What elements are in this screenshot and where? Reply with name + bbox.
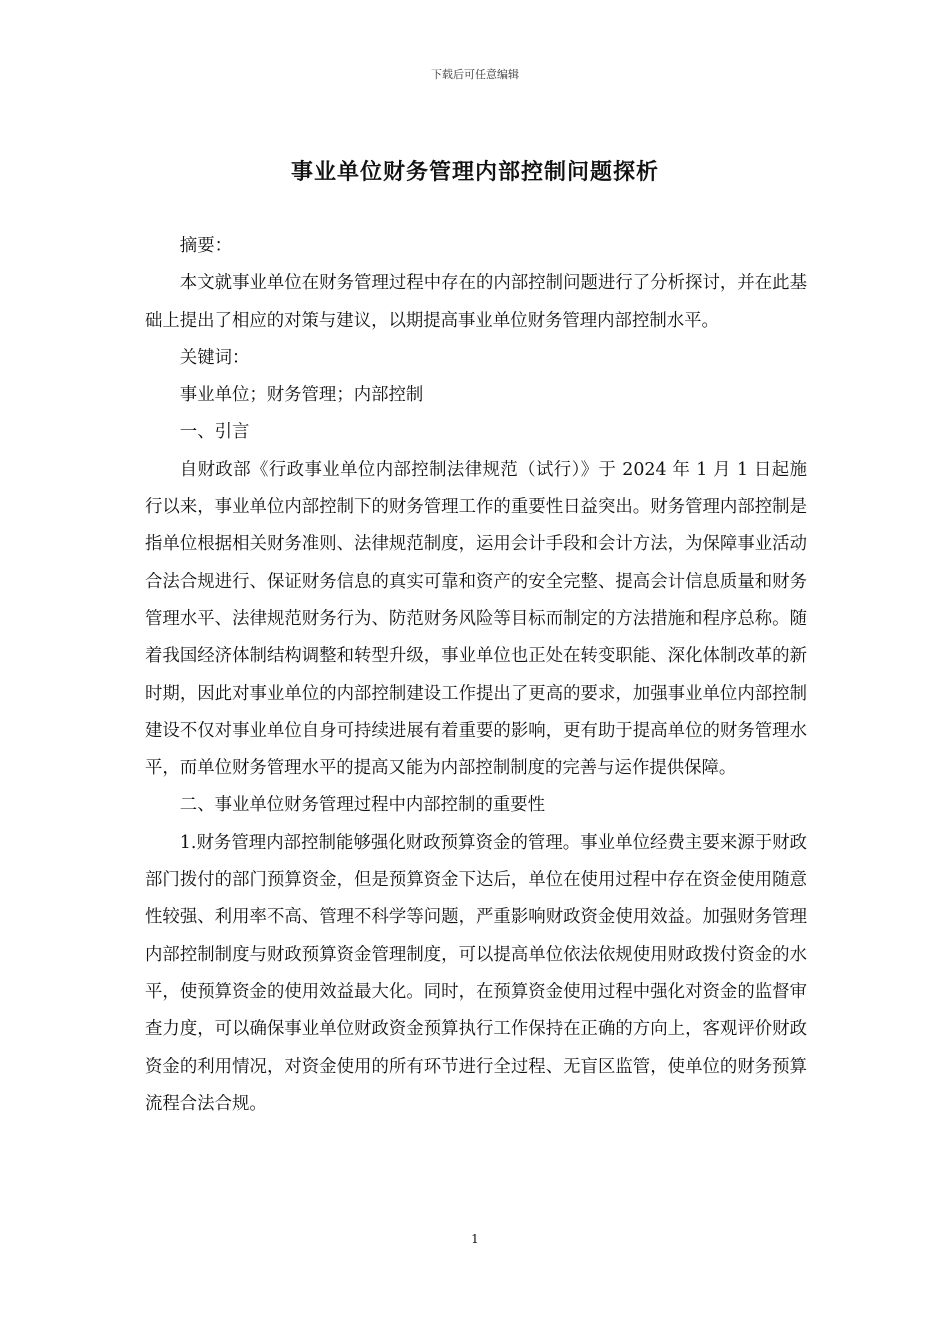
keywords-heading: 关键词： — [179, 347, 250, 368]
page-number: 1 — [471, 1232, 479, 1246]
header-note: 下载后可任意编辑 — [431, 68, 519, 81]
keywords-text: 事业单位；财务管理；内部控制 — [179, 385, 424, 406]
document-body — [145, 228, 807, 1123]
introduction-paragraph: 自财政部《行政事业单位内部控制法律规范（试行）》于 2024 年 1 月 1 日起施行以来，事业单位内部控制下的财务管理工作的重要性日益突出。财务管理内部控制是指单位根据相关财务准则、法律规范制度，运用会计手段和会计方法，为保障事业活动合法合规进行、保证财务信息的真实可靠和资产的安全完整、提高会计信息质量和财务管理水平、法律规范财务行为、防范财务风险等目标而制定的方法措施和程序总称。随着我国经济体制结构调整和转型升级，事业单位也正处在转变职能、深化体制改革的新时期，因此对事业单位的内部控制建设工作提出了更高的要求，加强事业单位内部控制建设不仅对事业单位自身可持续进展有着重要的影响，更有助于提高单位的财务管理水平，而单位财务管理水平的提高又能为内部控制制度的完善与运作提供保障。 — [145, 459, 807, 779]
abstract-text: 本文就事业单位在财务管理过程中存在的内部控制问题进行了分析探讨，并在此基础上提出了相应的对策与建议，以期提高事业单位财务管理内部控制水平。 — [145, 273, 807, 331]
section-heading-introduction: 一、引言 — [179, 422, 250, 443]
section-heading-importance: 二、事业单位财务管理过程中内部控制的重要性 — [179, 795, 546, 816]
abstract-heading: 摘要： — [179, 236, 232, 256]
importance-paragraph-1: 1.财务管理内部控制能够强化财政预算资金的管理。事业单位经费主要来源于财政部门拨付的部门预算资金，但是预算资金下达后，单位在使用过程中存在资金使用随意性较强、利用率不高、管理不科学等问题，严重影响财政资金使用效益。加强财务管理内部控制制度与财政预算资金管理制度，可以提高单位依法依规使用财政拨付资金的水平，使预算资金的使用效益最大化。同时，在预算资金使用过程中强化对资金的监督审查力度，可以确保事业单位财政资金预算执行工作保持在正确的方向上，客观评价财政资金的利用情况，对资金使用的所有环节进行全过程、无盲区监管，使单位的财务预算流程合法合规。 — [145, 832, 807, 1114]
document-title: 事业单位财务管理内部控制问题探析 — [290, 159, 659, 185]
